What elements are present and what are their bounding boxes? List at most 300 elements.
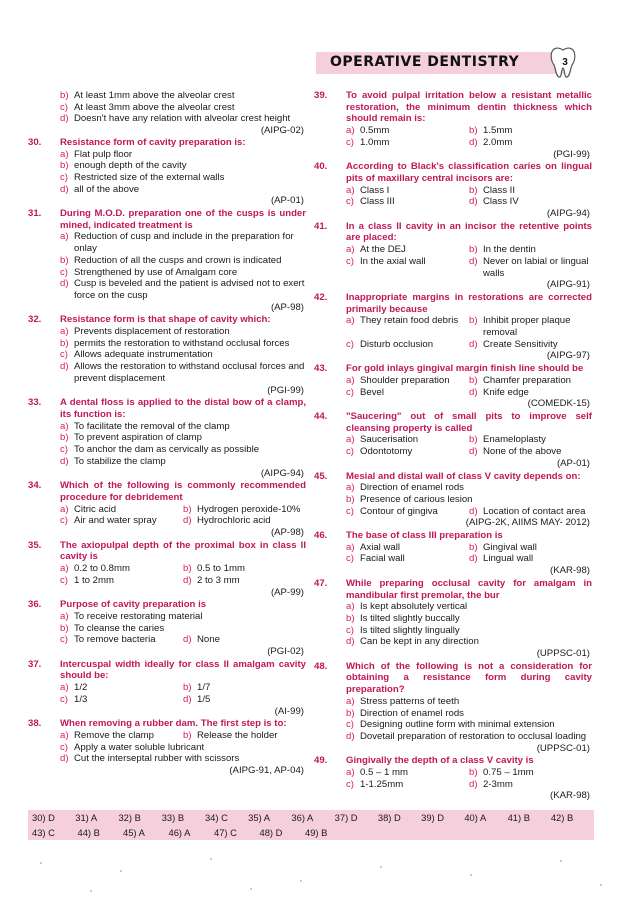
option-letter: a): [346, 541, 355, 553]
question: [314, 578, 592, 660]
answer-cell: 36) A: [291, 811, 314, 823]
option: [469, 196, 592, 208]
option-letter: c): [346, 553, 354, 565]
option-text: Saucerisation: [360, 434, 419, 446]
question-source: (UPPSC-01): [536, 648, 590, 660]
question-number: 41.: [314, 220, 328, 232]
option-letter: d): [469, 255, 478, 267]
option: [346, 767, 469, 779]
option-text: 2 to 3 mm: [197, 574, 240, 586]
option-text: Hydrogen peroxide-10%: [197, 503, 301, 515]
question: [28, 314, 306, 396]
option: [346, 625, 592, 637]
option-text: Knife edge: [483, 386, 529, 398]
question: [314, 363, 592, 410]
option-text: They retain food debris: [360, 315, 459, 327]
option-letter: d): [469, 338, 478, 350]
option-text: Designing outline form with minimal extension: [360, 719, 555, 731]
option-letter: b): [469, 315, 478, 327]
right-column: [314, 90, 592, 803]
option: [346, 542, 469, 554]
question-text: A dental floss is applied to the distal bow of a clamp, its function is:: [60, 397, 306, 420]
option-letter: a): [346, 767, 355, 779]
option-text: Prevents displacement of restoration: [74, 326, 230, 338]
scan-speck: [120, 870, 122, 872]
option: [183, 694, 306, 706]
option-letter: a): [60, 682, 69, 694]
option-row: [346, 553, 592, 565]
option-row: [346, 196, 592, 208]
option-letter: c): [60, 171, 68, 183]
option-text: Class IV: [483, 196, 519, 208]
option: [60, 184, 306, 196]
option: [469, 256, 592, 279]
option: [183, 575, 306, 587]
option: [60, 267, 306, 279]
question: [314, 471, 592, 530]
question: [28, 659, 306, 718]
option: [183, 682, 306, 694]
option-text: To facilitate the removal of the clamp: [74, 420, 230, 432]
option: [183, 563, 306, 575]
option-text: 0.5 – 1 mm: [360, 767, 408, 779]
answer-cell: 48) D: [259, 826, 283, 838]
option-letter: c): [346, 446, 354, 458]
option-text: Is tilted slightly lingually: [360, 624, 460, 636]
option: [183, 515, 306, 527]
option: [60, 255, 306, 267]
option-text: 1.5mm: [483, 125, 513, 137]
answer-key: [28, 810, 594, 840]
answer-cell: 42) B: [550, 811, 574, 823]
option: [469, 542, 592, 554]
option: [469, 185, 592, 197]
answer-cell: 39) D: [421, 811, 445, 823]
question-text: Which of the following is not a consideration for obtaining a resistance form during cavity preparation?: [346, 660, 592, 696]
option-letter: d): [60, 183, 69, 195]
option-letter: b): [346, 707, 355, 719]
question-source: (AI-99): [274, 705, 304, 717]
scan-speck: [470, 874, 472, 876]
option: [60, 361, 306, 384]
question-source: (AP-99): [270, 586, 304, 598]
option-text: 2-3mm: [483, 778, 513, 790]
question-number: 44.: [314, 410, 328, 422]
option: [60, 278, 306, 301]
option-text: Facial wall: [360, 553, 405, 565]
answer-cell: 32) B: [118, 811, 141, 823]
option: [469, 779, 592, 791]
question: [314, 292, 592, 362]
question-text: During M.O.D. preparation one of the cusps is under mined, indicated treatment is: [60, 208, 306, 231]
option-letter: d): [183, 574, 192, 586]
question-source: (AIPG-91, AP-04): [229, 765, 304, 777]
option-letter: a): [346, 601, 355, 613]
question-number: 43.: [314, 363, 328, 375]
option-letter: c): [346, 255, 354, 267]
option-text: Strengthened by use of Amalgam core: [74, 266, 238, 278]
option: [469, 244, 592, 256]
option-letter: d): [469, 446, 478, 458]
continued-question: [28, 90, 306, 137]
question-text: The axiopulpal depth of the proximal box in class II cavity is: [60, 539, 306, 563]
option-letter: a): [60, 729, 69, 741]
answer-key-row: [28, 810, 594, 825]
question-source: (AP-01): [556, 457, 590, 469]
option-text: Enameloplasty: [483, 434, 546, 446]
option-text: Class I: [360, 184, 390, 196]
option-letter: c): [346, 338, 354, 350]
option: [60, 231, 306, 254]
option-text: permits the restoration to withstand occlusal forces: [74, 337, 290, 349]
option-text: Direction of enamel rods: [360, 707, 464, 719]
option-letter: b): [469, 374, 478, 386]
scan-speck: [300, 880, 302, 882]
option-letter: c): [60, 741, 68, 753]
option-letter: b): [346, 493, 355, 505]
option: [346, 196, 469, 208]
answer-cell: 41) B: [507, 811, 530, 823]
option: [60, 456, 306, 468]
option-text: Never on labial or lingual walls: [483, 255, 589, 279]
option: [60, 753, 306, 765]
question-text: Resistance form is that shape of cavity which:: [60, 314, 271, 326]
option: [346, 613, 592, 625]
option-text: Air and water spray: [74, 515, 157, 527]
option: [346, 482, 592, 494]
question: [314, 161, 592, 220]
option: [60, 172, 306, 184]
option-text: Flat pulp floor: [74, 148, 133, 160]
option-text: 1.0mm: [360, 136, 390, 148]
option-letter: a): [346, 244, 355, 256]
option-letter: a): [346, 315, 355, 327]
option-row: [346, 315, 592, 338]
option-row: [346, 137, 592, 149]
scan-speck: [40, 862, 42, 864]
option-letter: c): [60, 101, 68, 113]
option: [346, 137, 469, 149]
question-text: While preparing occlusal cavity for amalgam in mandibular first premolar, the bur: [346, 577, 592, 601]
option-row: [346, 244, 592, 256]
option-letter: d): [183, 515, 192, 527]
option: [469, 375, 592, 387]
option: [60, 623, 306, 635]
option: [60, 102, 306, 114]
option-row: [346, 506, 592, 518]
option-text: Cut the interseptal rubber with scissors: [74, 753, 240, 765]
question-source: (PGI-99): [553, 148, 590, 160]
option-text: At least 3mm above the alveolar crest: [74, 101, 235, 113]
option-row: [346, 387, 592, 399]
option-text: Doesn't have any relation with alveolar crest height: [74, 113, 291, 125]
option-text: Restricted size of the external walls: [74, 171, 225, 183]
option-text: To prevent aspiration of clamp: [74, 432, 202, 444]
question-text: Mesial and distal wall of class V cavity depends on:: [346, 470, 581, 482]
option-text: At the DEJ: [360, 244, 406, 256]
question-source: (AIPG-2K, AIIMS MAY- 2012): [465, 517, 590, 529]
option-letter: b): [469, 541, 478, 553]
option-letter: b): [469, 434, 478, 446]
option-letter: a): [346, 125, 355, 137]
answer-cell: 37) D: [334, 811, 358, 823]
option-letter: b): [346, 612, 355, 624]
option-letter: b): [469, 184, 478, 196]
option-text: 0.5 to 1mm: [197, 563, 245, 575]
answer-cell: 45) A: [123, 826, 145, 838]
question-number: 32.: [28, 314, 42, 326]
option-text: Create Sensitivity: [483, 338, 558, 350]
option-letter: b): [183, 682, 192, 694]
option-letter: b): [183, 729, 192, 741]
option-text: Cusp is beveled and the patient is advised not to exert force on the cusp: [74, 278, 305, 301]
option: [60, 326, 306, 338]
question: [28, 540, 306, 599]
option: [60, 113, 306, 125]
option: [60, 575, 183, 587]
option-text: 1/5: [197, 693, 211, 705]
option: [346, 244, 469, 256]
question-text: To avoid pulpal irritation below a resistant metallic restoration, the minimum dentin thickness which should remain is:: [346, 90, 592, 125]
option: [346, 446, 469, 458]
answer-cell: 49) B: [305, 826, 328, 838]
option: [346, 339, 469, 351]
question: [314, 530, 592, 577]
left-column: [28, 90, 306, 778]
option-letter: d): [60, 361, 69, 373]
option-text: Lingual wall: [483, 553, 534, 565]
option-text: To cleanse the caries: [74, 622, 165, 634]
option-text: Allows the restoration to withstand occlusal forces and prevent displacement: [74, 361, 305, 384]
answer-cell: 43) C: [32, 826, 55, 838]
option-text: Allows adequate instrumentation: [74, 349, 213, 361]
option-text: 0.75 – 1mm: [483, 767, 534, 779]
question-number: 33.: [28, 397, 42, 409]
option-text: Class II: [483, 184, 515, 196]
answer-cell: 34) C: [204, 811, 228, 823]
option-text: To remove bacteria: [74, 634, 156, 646]
option: [469, 315, 592, 338]
question-number: 45.: [314, 470, 328, 482]
option-letter: d): [346, 730, 355, 742]
option-text: In the axial wall: [360, 255, 426, 267]
question: [28, 599, 306, 658]
question: [314, 221, 592, 291]
question-source: (AP-98): [270, 301, 304, 313]
option-row: [60, 634, 306, 646]
option: [346, 315, 469, 338]
option-letter: d): [60, 113, 69, 125]
option-text: To anchor the dam as cervically as possible: [74, 444, 260, 456]
question-number: 48.: [314, 660, 328, 672]
option-letter: b): [60, 160, 69, 172]
option-letter: c): [60, 266, 68, 278]
option-text: Reduction of all the cusps and crown is indicated: [74, 254, 282, 266]
option: [346, 708, 592, 720]
option-text: Is kept absolutely vertical: [360, 601, 468, 613]
option-letter: a): [60, 326, 69, 338]
question-source: (KAR-98): [550, 790, 590, 802]
option-row: [60, 563, 306, 575]
option: [60, 634, 183, 646]
option: [60, 730, 183, 742]
question-source: (AP-01): [270, 195, 304, 207]
option-letter: c): [60, 574, 68, 586]
option: [60, 338, 306, 350]
option-text: 1/7: [197, 682, 211, 694]
option-text: None of the above: [483, 446, 562, 458]
scan-speck: [210, 858, 212, 860]
question-source: (PGI-99): [267, 384, 304, 396]
question-source: (AIPG-94): [260, 467, 304, 479]
option-letter: c): [60, 693, 68, 705]
option-row: [346, 339, 592, 351]
question: [314, 411, 592, 470]
question-number: 42.: [314, 291, 328, 303]
option-letter: d): [469, 778, 478, 790]
option-letter: a): [346, 482, 355, 494]
option-letter: d): [469, 136, 478, 148]
option-text: Contour of gingiva: [360, 505, 438, 517]
option-letter: c): [60, 634, 68, 646]
option-text: Remove the clamp: [74, 729, 154, 741]
question-text: Inappropriate margins in restorations are corrected primarily because: [346, 291, 592, 315]
option-letter: d): [346, 636, 355, 648]
option-letter: b): [60, 90, 69, 101]
option: [60, 682, 183, 694]
option-text: 1/3: [74, 693, 88, 705]
option-letter: c): [346, 136, 354, 148]
option-text: Bevel: [360, 386, 384, 398]
question-text: In a class II cavity in an incisor the retentive points are placed:: [346, 220, 592, 244]
question-source: (UPPSC-01): [536, 742, 590, 754]
answer-cell: 33) B: [161, 811, 185, 823]
option: [60, 611, 306, 623]
option-letter: a): [60, 148, 69, 160]
scan-speck: [600, 884, 602, 886]
scan-speck: [90, 890, 92, 892]
answer-key-row: [28, 825, 594, 840]
option: [346, 185, 469, 197]
option: [469, 553, 592, 565]
question: [28, 718, 306, 777]
option-letter: d): [469, 386, 478, 398]
option-text: Gingival wall: [483, 541, 537, 553]
option-row: [60, 504, 306, 516]
option-letter: b): [60, 622, 69, 634]
question-number: 30.: [28, 136, 42, 148]
option: [346, 553, 469, 565]
option-letter: c): [60, 349, 68, 361]
option: [346, 696, 592, 708]
option: [469, 434, 592, 446]
option-text: 2.0mm: [483, 136, 513, 148]
answer-cell: 44) B: [77, 826, 100, 838]
question-number: 34.: [28, 480, 42, 492]
option: [346, 601, 592, 613]
option-letter: b): [60, 432, 69, 444]
option: [346, 256, 469, 279]
answer-cell: 46) A: [168, 826, 191, 838]
option: [469, 767, 592, 779]
option-row: [60, 575, 306, 587]
option-letter: a): [346, 695, 355, 707]
option-text: None: [197, 634, 220, 646]
question-number: 39.: [314, 90, 328, 101]
question-source: (AIPG-97): [546, 350, 590, 362]
option-letter: c): [346, 624, 354, 636]
option: [60, 694, 183, 706]
option-row: [60, 694, 306, 706]
option-letter: d): [469, 196, 478, 208]
option-letter: a): [346, 184, 355, 196]
option-text: 0.2 to 0.8mm: [74, 563, 130, 575]
option-letter: a): [60, 610, 69, 622]
option-text: Is tilted slightly buccally: [360, 612, 460, 624]
option-letter: c): [346, 719, 354, 731]
question-source: (COMEDK-15): [527, 398, 590, 410]
option-letter: d): [183, 634, 192, 646]
question: [28, 397, 306, 479]
option-letter: d): [60, 753, 69, 765]
option-row: [346, 125, 592, 137]
option-text: Disturb occlusion: [360, 338, 434, 350]
option-text: Shoulder preparation: [360, 374, 450, 386]
scan-speck: [380, 866, 382, 868]
option-text: Reduction of cusp and include in the preparation for onlay: [74, 231, 294, 255]
option: [60, 160, 306, 172]
answer-cell: 31) A: [75, 811, 98, 823]
option-letter: a): [346, 434, 355, 446]
question-text: According to Black's classification caries on lingual pits of maxillary central incisors are:: [346, 161, 592, 184]
option-text: Apply a water soluble lubricant: [74, 741, 205, 753]
option-text: Presence of carious lesion: [360, 493, 473, 505]
option: [469, 446, 592, 458]
page-title: OPERATIVE DENTISTRY: [330, 54, 520, 70]
answer-cell: 38) D: [377, 811, 401, 823]
option-letter: b): [469, 767, 478, 779]
option-letter: d): [60, 278, 69, 290]
option-text: enough depth of the cavity: [74, 160, 187, 172]
option-row: [346, 767, 592, 779]
option-text: Axial wall: [360, 541, 400, 553]
option: [60, 515, 183, 527]
question-source: (AIPG-02): [260, 125, 304, 137]
option-letter: a): [60, 563, 69, 575]
option: [60, 432, 306, 444]
answer-cell: 40) A: [464, 811, 487, 823]
option: [60, 90, 306, 102]
question-text: For gold inlays gingival margin finish line should be: [346, 363, 584, 375]
option-text: Citric acid: [74, 503, 117, 515]
option-letter: d): [469, 505, 478, 517]
option-row: [346, 185, 592, 197]
option: [346, 375, 469, 387]
option-text: Location of contact area: [483, 505, 586, 517]
question: [28, 480, 306, 539]
option: [346, 125, 469, 137]
option-row: [60, 730, 306, 742]
question: [314, 755, 592, 802]
option: [183, 504, 306, 516]
option-text: Stress patterns of teeth: [360, 695, 460, 707]
option-row: [346, 375, 592, 387]
question-text: Which of the following is commonly recommended procedure for debridement: [60, 480, 306, 503]
option-row: [60, 682, 306, 694]
question-text: Gingivally the depth of a class V cavity is: [346, 755, 534, 767]
option-row: [346, 434, 592, 446]
question-text: Purpose of cavity preparation is: [60, 599, 207, 611]
